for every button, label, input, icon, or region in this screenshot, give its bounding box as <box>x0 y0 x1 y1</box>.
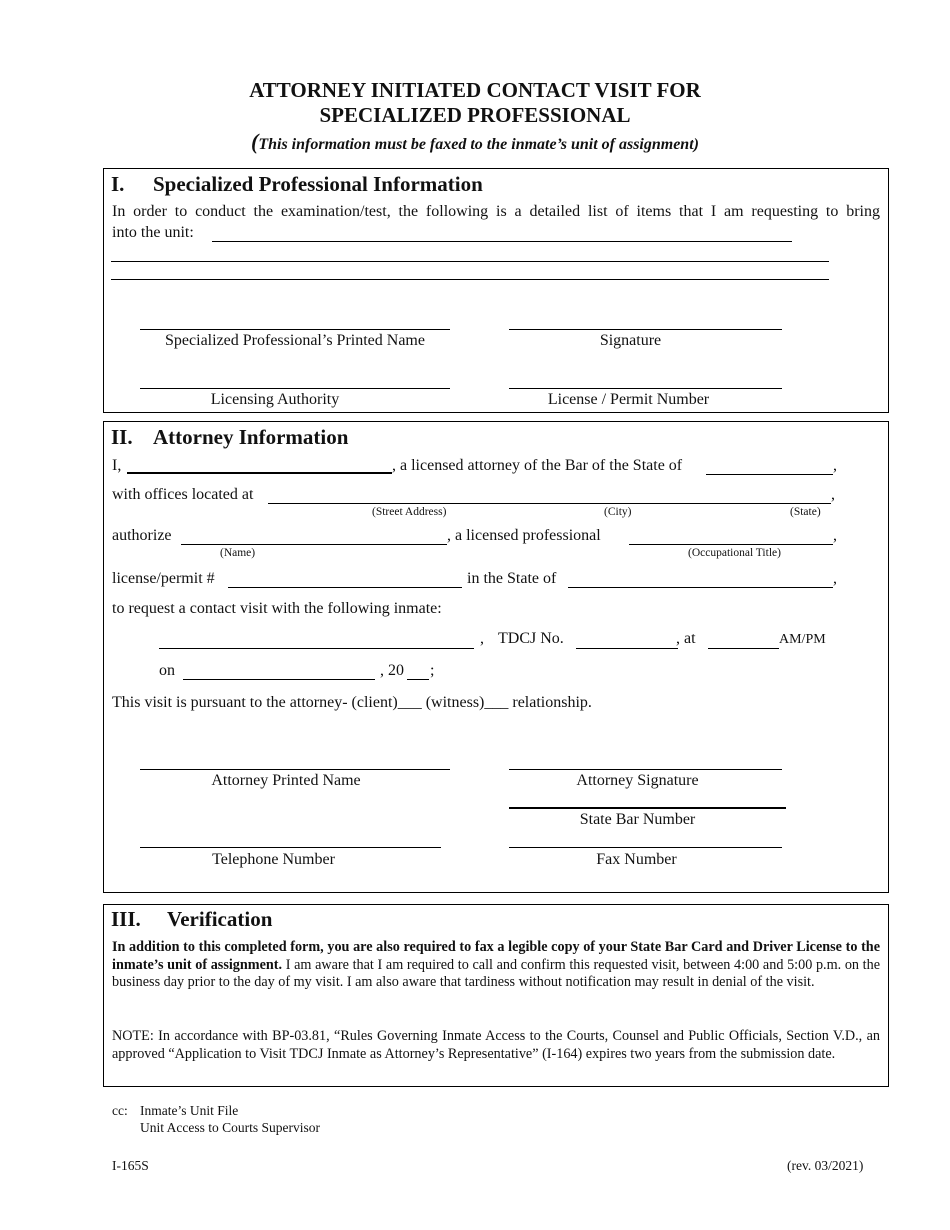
line3-comma: , <box>833 527 837 544</box>
items-field-line1[interactable] <box>212 241 792 242</box>
section2-number: II. <box>111 425 133 449</box>
visit-time-field[interactable] <box>708 648 779 649</box>
attorney-line1-prefix: I, <box>112 457 122 474</box>
professional-name-field[interactable] <box>181 544 447 545</box>
section1-title: Specialized Professional Information <box>153 172 483 196</box>
tdcj-label: TDCJ No. <box>498 630 564 647</box>
state-label: (State) <box>790 506 821 518</box>
license-state-field[interactable] <box>568 587 833 588</box>
fax-field[interactable] <box>509 847 782 848</box>
licensing-authority-field[interactable] <box>140 388 450 389</box>
attorney-printed-name-field[interactable] <box>140 769 450 770</box>
on-label: on <box>159 662 175 679</box>
ampm-label: AM/PM <box>779 632 826 647</box>
fax-label: Fax Number <box>596 851 677 868</box>
line7-semicolon: ; <box>430 662 435 679</box>
section2-title: Attorney Information <box>153 425 349 449</box>
authorize-prefix: authorize <box>112 527 172 544</box>
section3-heading <box>111 907 272 932</box>
telephone-label: Telephone Number <box>212 851 335 868</box>
cc-item-unit-file: Inmate’s Unit File <box>140 1103 239 1118</box>
inmate-name-field[interactable] <box>159 648 474 649</box>
section3-number: III. <box>111 907 141 931</box>
attorney-line1-middle: , a licensed attorney of the Bar of the State of <box>392 457 683 474</box>
line4-comma: , <box>833 570 837 587</box>
occupational-title-field[interactable] <box>629 544 833 545</box>
subtitle-text: This information must be faxed to the inmate’s unit of assignment) <box>258 136 699 153</box>
section1-intro-line2: into the unit: <box>112 224 194 241</box>
attorney-signature-field[interactable] <box>509 769 782 770</box>
telephone-field[interactable] <box>140 847 441 848</box>
line2-comma: , <box>831 486 835 503</box>
verification-note: NOTE: In accordance with BP-03.81, “Rules Governing Inmate Access to the Courts, Counsel and Public Officials, Section V.D., an approved “Application to Visit TDCJ Inmate as Attorney’s Representative” (I-164) expires two years from the submission date. <box>112 1028 880 1062</box>
printed-name-label: Specialized Professional’s Printed Name <box>165 332 425 349</box>
section3-title: Verification <box>167 907 273 931</box>
street-address-label: (Street Address) <box>372 506 447 518</box>
section2-heading <box>111 425 348 450</box>
form-number: I-165S <box>112 1158 149 1173</box>
visit-year-field[interactable] <box>407 679 429 680</box>
inmate-comma: , <box>480 630 484 647</box>
form-title-line1: ATTORNEY INITIATED CONTACT VISIT FOR <box>249 78 701 102</box>
relationship-text: This visit is pursuant to the attorney- (client)___ (witness)___ relationship. <box>112 694 592 711</box>
license-permit-prefix: license/permit # <box>112 570 215 587</box>
authorize-middle: , a licensed professional <box>447 527 601 544</box>
license-number-field[interactable] <box>509 388 782 389</box>
items-field-line3[interactable] <box>111 279 829 280</box>
subtitle-paren: ( <box>251 129 259 154</box>
professional-signature-field[interactable] <box>509 329 782 330</box>
occupational-title-label: (Occupational Title) <box>688 547 781 559</box>
cc-item-supervisor: Unit Access to Courts Supervisor <box>140 1120 320 1135</box>
line1-comma: , <box>833 457 837 474</box>
visit-date-field[interactable] <box>183 679 375 680</box>
revision-date: (rev. 03/2021) <box>787 1158 864 1173</box>
contact-visit-text: to request a contact visit with the following inmate: <box>112 600 442 617</box>
license-permit-field[interactable] <box>228 587 462 588</box>
bar-state-field[interactable] <box>706 474 833 475</box>
office-address-field[interactable] <box>268 503 831 504</box>
form-title-line2: SPECIALIZED PROFESSIONAL <box>319 103 631 127</box>
state-bar-number-label: State Bar Number <box>579 811 696 828</box>
license-number-label: License / Permit Number <box>547 391 710 408</box>
attorney-name-field[interactable] <box>127 472 392 474</box>
items-field-line2[interactable] <box>111 261 829 262</box>
section1-heading <box>111 172 483 197</box>
state-bar-number-field[interactable] <box>509 807 786 809</box>
section1-number: I. <box>111 172 125 196</box>
offices-prefix: with offices located at <box>112 486 254 503</box>
year-prefix: , 20 <box>380 662 404 679</box>
at-label: , at <box>676 630 696 647</box>
signature-label: Signature <box>599 332 662 349</box>
verification-paragraph1 <box>112 939 880 992</box>
attorney-signature-label: Attorney Signature <box>576 772 699 789</box>
city-label: (City) <box>604 506 632 518</box>
verification-text: I am aware that I am required to call and confirm this requested visit, between 4:00 and 5:00 p.m. on the business day prior to the day of my visit. I am also aware that tardiness without notification may result in denial of the visit. <box>112 956 880 990</box>
verification-bold-text: In addition to this completed form, you are also required to fax a legible copy of your State Bar Card and Driver License to the inmate’s unit of assignment. <box>112 939 880 973</box>
section1-intro-line1: In order to conduct the examination/test, the following is a detailed list of items that I am requesting to bring <box>112 203 880 220</box>
name-label: (Name) <box>220 547 256 559</box>
form-subtitle <box>0 129 950 155</box>
printed-name-field[interactable] <box>140 329 450 330</box>
licensing-authority-label: Licensing Authority <box>210 391 340 408</box>
cc-label: cc: <box>112 1103 128 1118</box>
attorney-printed-name-label: Attorney Printed Name <box>211 772 361 789</box>
state-of-text: in the State of <box>467 570 557 587</box>
tdcj-number-field[interactable] <box>576 648 678 649</box>
